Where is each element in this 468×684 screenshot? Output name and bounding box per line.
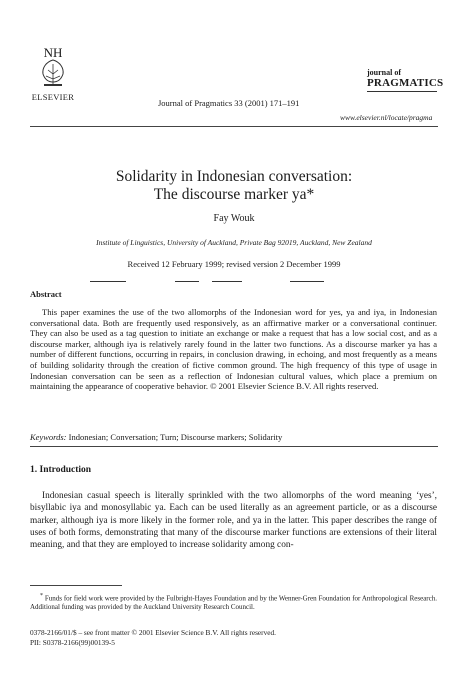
separator-dash xyxy=(212,281,242,282)
journal-logo-title: PRAGMATICS xyxy=(367,77,444,89)
publisher-logo xyxy=(30,44,76,102)
issn-block xyxy=(30,628,437,647)
journal-logo-rule xyxy=(367,91,437,92)
journal-website[interactable]: www.elsevier.nl/locate/pragma xyxy=(340,113,433,122)
section-rule xyxy=(30,446,438,447)
footnote-text: Funds for field work were provided by the Fulbright-Hayes Foundation and by the Wenner-Gren Foundation for Anthropological Research. Additional funding was provided by the Auckland University Research Council. xyxy=(30,594,437,612)
footnote xyxy=(30,592,437,612)
journal-logo xyxy=(367,68,444,92)
article-title-line2: The discourse marker ya* xyxy=(153,186,315,203)
abstract-heading: Abstract xyxy=(30,289,62,299)
introduction-text: Indonesian casual speech is literally sprinkled with the two allomorphs of the word meaning ‘yes’, bisyllabic iya and monosyllabic ya. Each can be used literally as an agreement particle, or as a discourse marker, although iya is more likely in the former role, and ya in the latter. This paper describes the range of uses of both forms, demonstrating that many of the discourse marker functions are extensions of their literal meaning, and that they are employed to increase solidarity among con- xyxy=(30,491,437,551)
issn-line: 0378-2166/01/$ – see front matter © 2001 Elsevier Science B.V. All rights reserved. xyxy=(30,628,276,637)
keywords xyxy=(30,432,437,442)
author-name: Fay Wouk xyxy=(213,213,255,224)
abstract-text: This paper examines the use of the two allomorphs of the Indonesian word for yes, ya and iya, in Indonesian conversational data. Both are frequently used responsively, as an affirmative marker or a conversational continuer. They can also be used as a tag question to initiate an exchange or make a request that has a low social cost, and as a discourse marker, although iya is relatively rarely found in the latter two functions. As a discourse marker ya has a number of different functions, occurring in repairs, in conclusion drawing, in echoing, and most frequently as a means of building solidarity through the creation of fictive common ground. The high frequency of this type of usage in Indonesian conversation can be seen as a reflection of Indonesian cultural values, which place a premium on maintaining the appearance of cooperative behavior. © 2001 Elsevier Science B.V. All rights reserved. xyxy=(30,307,437,392)
author-affiliation: Institute of Linguistics, University of Auckland, Private Bag 92019, Auckland, New Zealand xyxy=(96,238,372,247)
header-rule xyxy=(30,126,438,127)
footnote-marker: * xyxy=(40,593,43,599)
journal-logo-top: journal of xyxy=(367,68,401,77)
logo-letters: NH xyxy=(43,45,63,60)
pii-line: PII: S0378-2166(99)00139-5 xyxy=(30,637,115,647)
article-title-line1: Solidarity in Indonesian conversation: xyxy=(115,168,353,185)
footnote-rule xyxy=(30,585,122,586)
section-heading: 1. Introduction xyxy=(30,465,92,475)
elsevier-tree-icon xyxy=(36,44,70,90)
journal-citation: Journal of Pragmatics 33 (2001) 171–191 xyxy=(158,98,300,108)
keywords-list: Indonesian; Conversation; Turn; Discourse markers; Solidarity xyxy=(68,432,283,442)
separator-dash xyxy=(90,281,126,282)
separator-dash xyxy=(175,281,199,282)
keywords-label: Keywords: xyxy=(30,432,67,442)
publisher-name: ELSEVIER xyxy=(31,92,75,102)
received-dates: Received 12 February 1999; revised version 2 December 1999 xyxy=(127,259,341,269)
separator-dash xyxy=(290,281,324,282)
